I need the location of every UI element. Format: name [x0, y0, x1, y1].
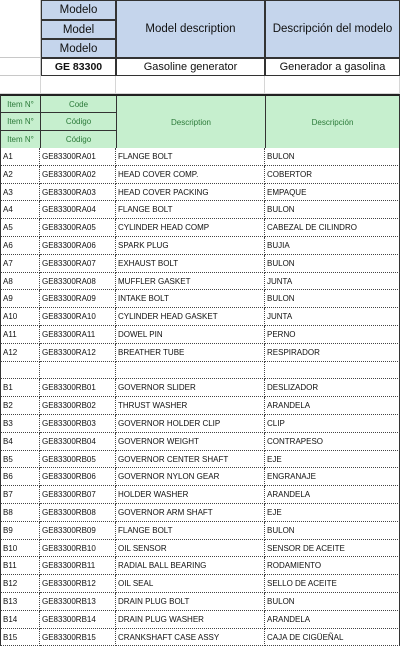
table-row — [0, 629, 400, 646]
item-number-cell[interactable]: A10 — [0, 308, 40, 326]
item-number-cell[interactable]: B8 — [0, 504, 40, 522]
table-row — [0, 166, 400, 184]
code-column-header-es[interactable]: Código — [41, 113, 117, 131]
model-description-header[interactable]: Model description — [116, 0, 265, 58]
code-cell[interactable]: GE83300RA07 — [40, 255, 116, 273]
description-cell[interactable]: HEAD COVER COMP. — [116, 166, 265, 184]
item-number-cell[interactable]: B5 — [0, 451, 40, 469]
code-cell[interactable]: GE83300RA03 — [40, 184, 116, 202]
empty-cell[interactable] — [0, 76, 41, 94]
table-row — [0, 397, 400, 415]
item-number-cell[interactable]: A2 — [0, 166, 40, 184]
descripcion-cell[interactable]: ENGRANAJE — [265, 468, 400, 486]
item-column-header[interactable]: Item N° — [1, 96, 41, 113]
descripcion-cell[interactable]: CONTRAPESO — [265, 433, 400, 451]
code-cell[interactable]: GE83300RB14 — [40, 611, 116, 629]
item-number-cell[interactable]: A6 — [0, 237, 40, 255]
description-cell[interactable]: OIL SENSOR — [116, 540, 265, 558]
item-number-cell[interactable]: A1 — [0, 148, 40, 166]
descripcion-cell[interactable]: BULON — [265, 255, 400, 273]
item-number-cell[interactable] — [0, 362, 40, 380]
modelo-label-2[interactable]: Modelo — [41, 39, 116, 58]
descripcion-cell[interactable]: JUNTA — [265, 308, 400, 326]
descripcion-cell[interactable]: JUNTA — [265, 273, 400, 291]
descripcion-cell[interactable]: COBERTOR — [265, 166, 400, 184]
code-cell[interactable]: GE83300RA06 — [40, 237, 116, 255]
code-cell[interactable]: GE83300RA05 — [40, 219, 116, 237]
table-row — [0, 326, 400, 344]
table-row — [0, 273, 400, 291]
description-cell[interactable] — [116, 362, 265, 380]
code-cell[interactable]: GE83300RB15 — [40, 629, 116, 646]
item-number-cell[interactable]: A9 — [0, 290, 40, 308]
empty-cell[interactable] — [0, 58, 41, 76]
descripcion-modelo-header[interactable]: Descripción del modelo — [265, 0, 400, 58]
table-header — [0, 94, 400, 148]
code-cell[interactable]: GE83300RA10 — [40, 308, 116, 326]
item-number-cell[interactable]: B1 — [0, 379, 40, 397]
table-row — [0, 148, 400, 166]
spacer-row — [0, 76, 400, 94]
code-cell[interactable]: GE83300RB02 — [40, 397, 116, 415]
table-row — [0, 290, 400, 308]
code-cell[interactable]: GE83300RA02 — [40, 166, 116, 184]
descripcion-cell[interactable]: PERNO — [265, 326, 400, 344]
description-cell[interactable]: EXHAUST BOLT — [116, 255, 265, 273]
code-cell[interactable]: GE83300RB07 — [40, 486, 116, 504]
description-cell[interactable]: GOVERNOR SLIDER — [116, 379, 265, 397]
code-cell[interactable] — [40, 362, 116, 380]
item-number-cell[interactable]: A3 — [0, 184, 40, 202]
description-cell[interactable]: SPARK PLUG — [116, 237, 265, 255]
code-cell[interactable]: GE83300RA04 — [40, 201, 116, 219]
description-cell[interactable]: RADIAL BALL BEARING — [116, 557, 265, 575]
model-code[interactable]: GE 83300 — [41, 58, 116, 76]
description-cell[interactable]: FLANGE BOLT — [116, 148, 265, 166]
item-number-cell[interactable]: B11 — [0, 557, 40, 575]
descripcion-cell[interactable]: ARANDELA — [265, 397, 400, 415]
table-row — [0, 540, 400, 558]
item-number-cell[interactable]: B7 — [0, 486, 40, 504]
code-cell[interactable]: GE83300RB10 — [40, 540, 116, 558]
descripcion-cell[interactable]: ARANDELA — [265, 486, 400, 504]
code-column-header[interactable]: Code — [41, 96, 117, 113]
table-row — [0, 504, 400, 522]
description-cell[interactable]: INTAKE BOLT — [116, 290, 265, 308]
code-cell[interactable]: GE83300RB09 — [40, 522, 116, 540]
table-row — [0, 486, 400, 504]
descripcion-cell[interactable]: EJE — [265, 451, 400, 469]
descripcion-cell[interactable]: RESPIRADOR — [265, 344, 400, 362]
empty-cell[interactable] — [265, 76, 400, 94]
description-cell[interactable]: DRAIN PLUG BOLT — [116, 593, 265, 611]
item-number-cell[interactable]: B4 — [0, 433, 40, 451]
description-column-header[interactable]: Description — [117, 96, 266, 148]
table-row — [0, 237, 400, 255]
empty-cell[interactable] — [0, 0, 41, 58]
description-cell[interactable]: HOLDER WASHER — [116, 486, 265, 504]
code-cell[interactable]: GE83300RB01 — [40, 379, 116, 397]
description-cell[interactable]: GOVERNOR HOLDER CLIP — [116, 415, 265, 433]
code-column-header-es-2[interactable]: Código — [41, 131, 117, 148]
item-number-cell[interactable]: B10 — [0, 540, 40, 558]
item-number-cell[interactable]: B15 — [0, 629, 40, 646]
item-number-cell[interactable]: A11 — [0, 326, 40, 344]
descripcion-cell[interactable]: EMPAQUE — [265, 184, 400, 202]
table-row — [0, 362, 400, 380]
code-cell[interactable]: GE83300RA08 — [40, 273, 116, 291]
table-row — [0, 255, 400, 273]
item-number-cell[interactable]: B3 — [0, 415, 40, 433]
code-cell[interactable]: GE83300RA11 — [40, 326, 116, 344]
descripcion-cell[interactable]: BUJIA — [265, 237, 400, 255]
description-cell[interactable]: THRUST WASHER — [116, 397, 265, 415]
model-label[interactable]: Model — [41, 20, 116, 39]
table-row — [0, 593, 400, 611]
description-cell[interactable]: DOWEL PIN — [116, 326, 265, 344]
table-row — [0, 379, 400, 397]
description-cell[interactable]: MUFFLER GASKET — [116, 273, 265, 291]
description-cell[interactable]: DRAIN PLUG WASHER — [116, 611, 265, 629]
code-cell[interactable]: GE83300RB03 — [40, 415, 116, 433]
table-row — [0, 611, 400, 629]
descripcion-cell[interactable]: SELLO DE ACEITE — [265, 575, 400, 593]
description-cell[interactable]: CRANKSHAFT CASE ASSY — [116, 629, 265, 646]
description-cell[interactable]: CYLINDER HEAD COMP — [116, 219, 265, 237]
table-row — [0, 308, 400, 326]
descripcion-cell[interactable]: SENSOR DE ACEITE — [265, 540, 400, 558]
item-number-cell[interactable]: A7 — [0, 255, 40, 273]
item-number-cell[interactable]: B2 — [0, 397, 40, 415]
item-number-cell[interactable]: B6 — [0, 468, 40, 486]
item-column-header-es[interactable]: Item N° — [1, 113, 41, 131]
descripcion-cell[interactable]: CAJA DE CIGÜEÑAL — [265, 629, 400, 646]
descripcion-cell[interactable]: ARANDELA — [265, 611, 400, 629]
item-number-cell[interactable]: A5 — [0, 219, 40, 237]
item-number-cell[interactable]: A12 — [0, 344, 40, 362]
table-row — [0, 201, 400, 219]
item-number-cell[interactable]: B12 — [0, 575, 40, 593]
table-row — [0, 557, 400, 575]
code-cell[interactable]: GE83300RB04 — [40, 433, 116, 451]
table-row — [0, 415, 400, 433]
descripcion-cell[interactable]: DESLIZADOR — [265, 379, 400, 397]
descripcion-cell[interactable] — [265, 362, 400, 380]
table-row — [0, 468, 400, 486]
empty-cell[interactable] — [41, 76, 116, 94]
modelo-label[interactable]: Modelo — [41, 0, 116, 20]
table-row — [0, 575, 400, 593]
description-cell[interactable]: FLANGE BOLT — [116, 522, 265, 540]
item-number-cell[interactable]: A4 — [0, 201, 40, 219]
descripcion-column-header[interactable]: Descripción — [266, 96, 399, 148]
description-cell[interactable]: BREATHER TUBE — [116, 344, 265, 362]
code-cell[interactable]: GE83300RB11 — [40, 557, 116, 575]
code-cell[interactable]: GE83300RA01 — [40, 148, 116, 166]
description-cell[interactable]: FLANGE BOLT — [116, 201, 265, 219]
code-cell[interactable]: GE83300RB12 — [40, 575, 116, 593]
code-cell[interactable]: GE83300RB05 — [40, 451, 116, 469]
descripcion-cell[interactable]: CABEZAL DE CILINDRO — [265, 219, 400, 237]
description-cell[interactable]: HEAD COVER PACKING — [116, 184, 265, 202]
table-row — [0, 451, 400, 469]
item-number-cell[interactable]: B9 — [0, 522, 40, 540]
descripcion-cell[interactable]: BULON — [265, 201, 400, 219]
code-cell[interactable]: GE83300RA09 — [40, 290, 116, 308]
item-number-cell[interactable]: A8 — [0, 273, 40, 291]
description-cell[interactable]: CYLINDER HEAD GASKET — [116, 308, 265, 326]
descripcion-cell[interactable]: BULON — [265, 148, 400, 166]
descripcion-modelo-value[interactable]: Generador a gasolina — [265, 58, 400, 76]
model-description-value[interactable]: Gasoline generator — [116, 58, 265, 76]
description-cell[interactable]: GOVERNOR ARM SHAFT — [116, 504, 265, 522]
empty-cell[interactable] — [116, 76, 265, 94]
description-cell[interactable]: OIL SEAL — [116, 575, 265, 593]
item-number-cell[interactable]: B13 — [0, 593, 40, 611]
code-cell[interactable]: GE83300RA12 — [40, 344, 116, 362]
item-number-cell[interactable]: B14 — [0, 611, 40, 629]
descripcion-cell[interactable]: CLIP — [265, 415, 400, 433]
code-cell[interactable]: GE83300RB06 — [40, 468, 116, 486]
descripcion-cell[interactable]: EJE — [265, 504, 400, 522]
descripcion-cell[interactable]: BULON — [265, 593, 400, 611]
table-row — [0, 522, 400, 540]
description-cell[interactable]: GOVERNOR WEIGHT — [116, 433, 265, 451]
descripcion-cell[interactable]: RODAMIENTO — [265, 557, 400, 575]
table-row — [0, 219, 400, 237]
description-cell[interactable]: GOVERNOR CENTER SHAFT — [116, 451, 265, 469]
descripcion-cell[interactable]: BULON — [265, 290, 400, 308]
code-cell[interactable]: GE83300RB08 — [40, 504, 116, 522]
table-row — [0, 184, 400, 202]
description-cell[interactable]: GOVERNOR NYLON GEAR — [116, 468, 265, 486]
table-row — [0, 433, 400, 451]
table-row — [0, 344, 400, 362]
item-column-header-es-2[interactable]: Item N° — [1, 131, 41, 148]
descripcion-cell[interactable]: BULON — [265, 522, 400, 540]
model-header — [0, 0, 400, 76]
code-cell[interactable]: GE83300RB13 — [40, 593, 116, 611]
